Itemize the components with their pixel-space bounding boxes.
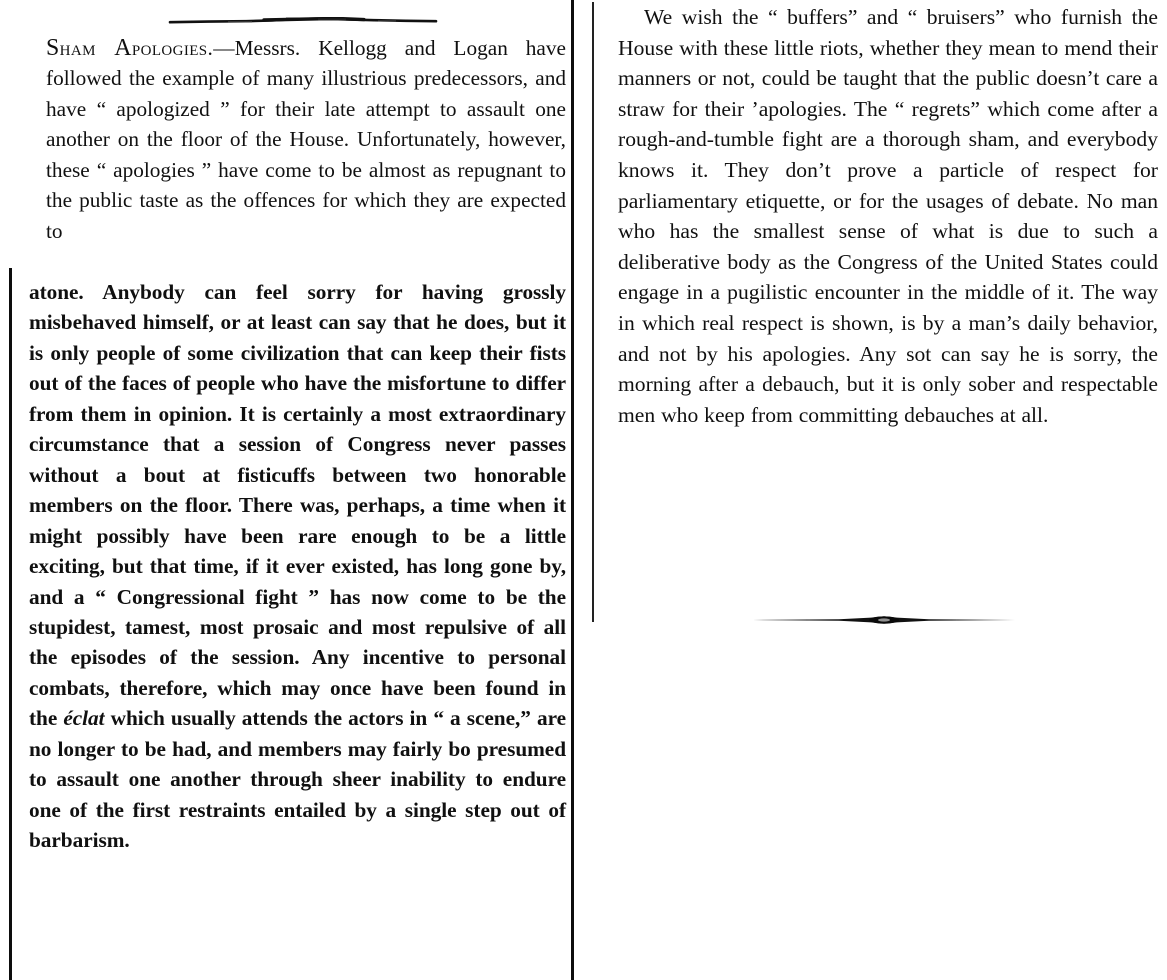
lead-paragraph-text: —Messrs. Kellogg and Logan have followed the example of many illustrious predecessors, and have “ apologized ” for their late attempt to assault one another on the floor of the House. Unfortunately, however, these “ apologies ” have come to be almost as repugnant to the public taste as the offences for which they are expected to	[46, 36, 566, 243]
continued-paragraph-block	[29, 277, 566, 856]
gutter-rule-outer	[571, 0, 574, 980]
left-margin-rule	[9, 268, 12, 980]
end-rule-ornament	[753, 612, 1015, 622]
right-paragraph-block	[618, 2, 1158, 430]
lead-paragraph-block	[46, 33, 566, 246]
eclat-italic: éclat	[63, 706, 105, 731]
gutter-rule-inner	[592, 2, 594, 622]
continued-text-b: which usually attends the actors in “ a scene,” are no longer to be had, and members may fairly bo presumed to assault one another through sheer inability to endure one of the first restraints entailed by a single step out of barbarism.	[29, 706, 566, 853]
right-paragraph: We wish the “ buffers” and “ bruisers” who furnish the House with these little riots, whether they mean to mend their manners or not, could be taught that the public doesn’t care a straw for their ’apologies. The “ regrets” which come after a rough-and-tumble fight are a thorough sham, and everybody knows it. They don’t prove a particle of respect for parliamentary etiquette, or for the usages of debate. No man who has the smallest sense of what is due to such a deliberative body as the Congress of the United States could engage in a pugilistic encounter in the middle of it. The way in which real respect is shown, is by a man’s daily behavior, and not by his apologies. Any sot can say he is sorry, the morning after a debauch, but it is only sober and respectable men who keep from committing debauches at all.	[618, 5, 1158, 427]
article-headline: Sham Apologies.	[46, 35, 214, 61]
continued-paragraph	[29, 277, 566, 856]
continued-text-a: atone. Anybody can feel sorry for having grossly misbehaved himself, or at least can say that he does, but it is only people of some civilization that can keep their fists out of the faces of people who have the misfortune to differ from them in opinion. It is certainly a most extraordinary circumstance that a session of Congress never passes without a bout at fisticuffs between two honorable members on the floor. There was, perhaps, a time when it might possibly have been rare enough to be a little exciting, but that time, if it ever existed, has long gone by, and a “ Congressional fight ” has now come to be the stupidest, tamest, most prosaic and most repulsive of all the episodes of the session. Any incentive to personal combats, therefore, which may once have been found in the	[29, 280, 566, 731]
lead-paragraph	[46, 33, 566, 246]
top-rule-ornament	[168, 12, 440, 20]
